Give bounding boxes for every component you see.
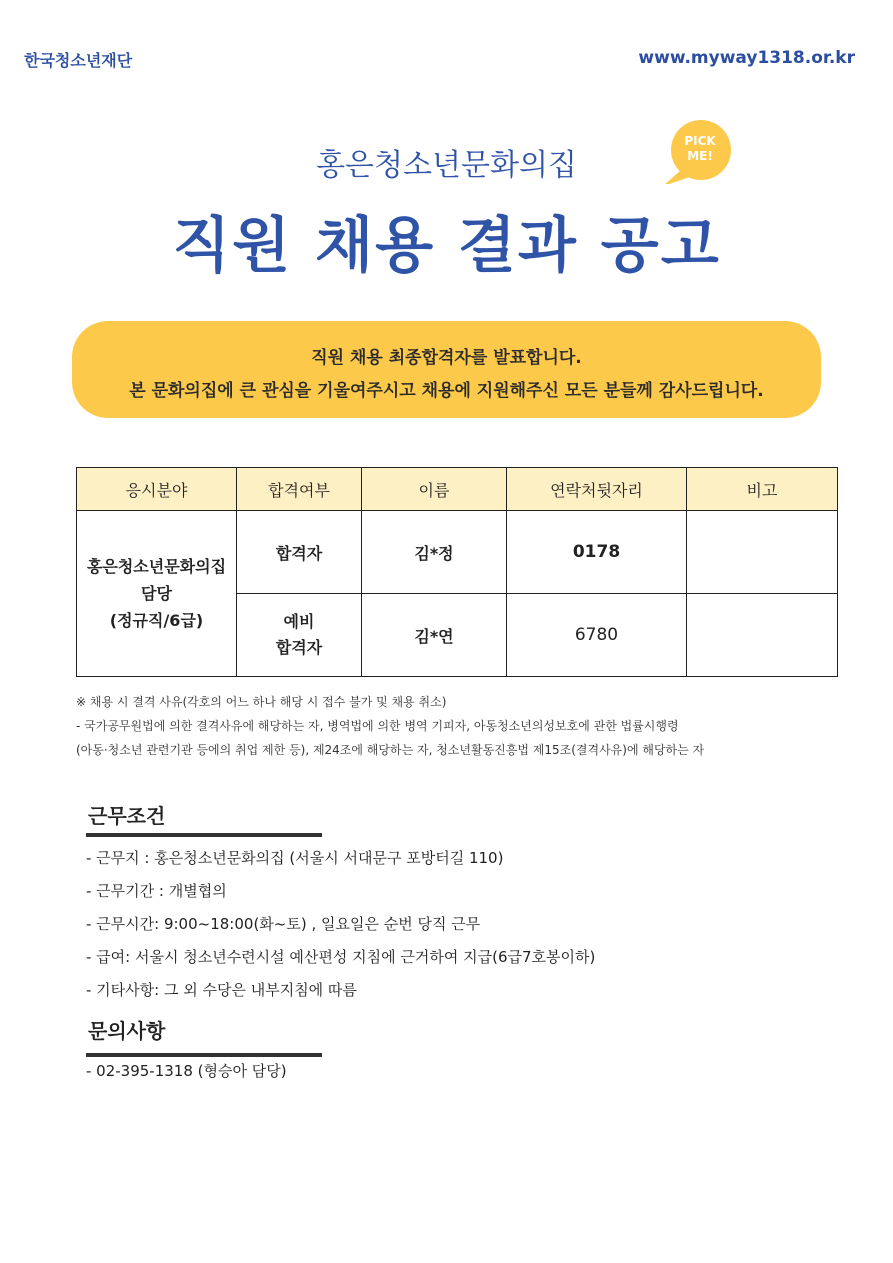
contact-cell: 0178 <box>507 511 687 594</box>
disqualification-line: - 국가공무원법에 의한 결격사유에 해당하는 자, 병역법에 의한 병역 기피자, 아동청소년의성보호에 관한 법률시행령 <box>76 719 679 733</box>
table-header-row <box>77 468 838 511</box>
disqualification-line: ※ 채용 시 결격 사유(각호의 어느 하나 해당 시 접수 불가 및 채용 취소) <box>76 695 447 709</box>
page-subtitle: 홍은청소년문화의집 <box>316 148 577 183</box>
note-cell <box>687 594 838 677</box>
list-item: - 급여: 서울시 청소년수련시설 예산편성 지침에 근거하여 지급(6급7호봉이하) <box>86 948 596 966</box>
contact-cell: 6780 <box>507 594 687 677</box>
notice-banner <box>72 321 821 418</box>
work-conditions-underline <box>86 833 322 837</box>
field-line: 담당 <box>141 584 172 603</box>
inquiry-heading: 문의사항 <box>88 1019 166 1043</box>
header-field: 응시분야 <box>77 468 237 511</box>
page-title: 직원 채용 결과 공고 <box>172 211 721 281</box>
field-line: 홍은청소년문화의집 <box>86 557 227 576</box>
disqualification-notes <box>76 690 876 762</box>
status-line: 합격자 <box>275 638 323 657</box>
header-status: 합격여부 <box>237 468 362 511</box>
field-line: (정규직/6급) <box>109 611 204 630</box>
list-item: - 근무지 : 홍은청소년문화의집 (서울시 서대문구 포방터길 110) <box>86 849 504 867</box>
table-row <box>77 511 838 594</box>
header-name: 이름 <box>362 468 507 511</box>
status-cell <box>237 594 362 677</box>
badge-line1: PICK <box>684 134 716 148</box>
list-item: - 근무기간 : 개별협의 <box>86 882 227 900</box>
website-url[interactable]: www.myway1318.or.kr <box>638 48 855 68</box>
status-cell: 합격자 <box>237 511 362 594</box>
status-line: 예비 <box>283 612 315 631</box>
name-cell: 김*정 <box>362 511 507 594</box>
note-cell <box>687 511 838 594</box>
disqualification-line: (아동·청소년 관련기관 등에의 취업 제한 등), 제24조에 해당하는 자, 청소년활동진흥법 제15조(결격사유)에 해당하는 자 <box>76 743 705 757</box>
badge-line2: ME! <box>687 149 713 163</box>
name-cell: 김*연 <box>362 594 507 677</box>
header-note: 비고 <box>687 468 838 511</box>
work-conditions-list <box>86 842 595 1007</box>
notice-line1: 직원 채용 최종합격자를 발표합니다. <box>311 348 582 368</box>
inquiry-list <box>86 1055 287 1088</box>
list-item: - 02-395-1318 (형승아 담당) <box>86 1062 287 1080</box>
notice-line2: 본 문화의집에 큰 관심을 기울여주시고 채용에 지원해주신 모든 분들께 감사드립니다. <box>129 381 764 401</box>
pick-me-badge <box>663 118 733 184</box>
list-item: - 근무시간: 9:00~18:00(화~토) , 일요일은 순번 당직 근무 <box>86 915 481 933</box>
results-table <box>76 467 838 677</box>
field-cell <box>77 511 237 677</box>
org-name: 한국청소년재단 <box>24 51 133 70</box>
list-item: - 기타사항: 그 외 수당은 내부지침에 따름 <box>86 981 357 999</box>
work-conditions-heading: 근무조건 <box>88 804 166 828</box>
header-contact: 연락처뒷자리 <box>507 468 687 511</box>
